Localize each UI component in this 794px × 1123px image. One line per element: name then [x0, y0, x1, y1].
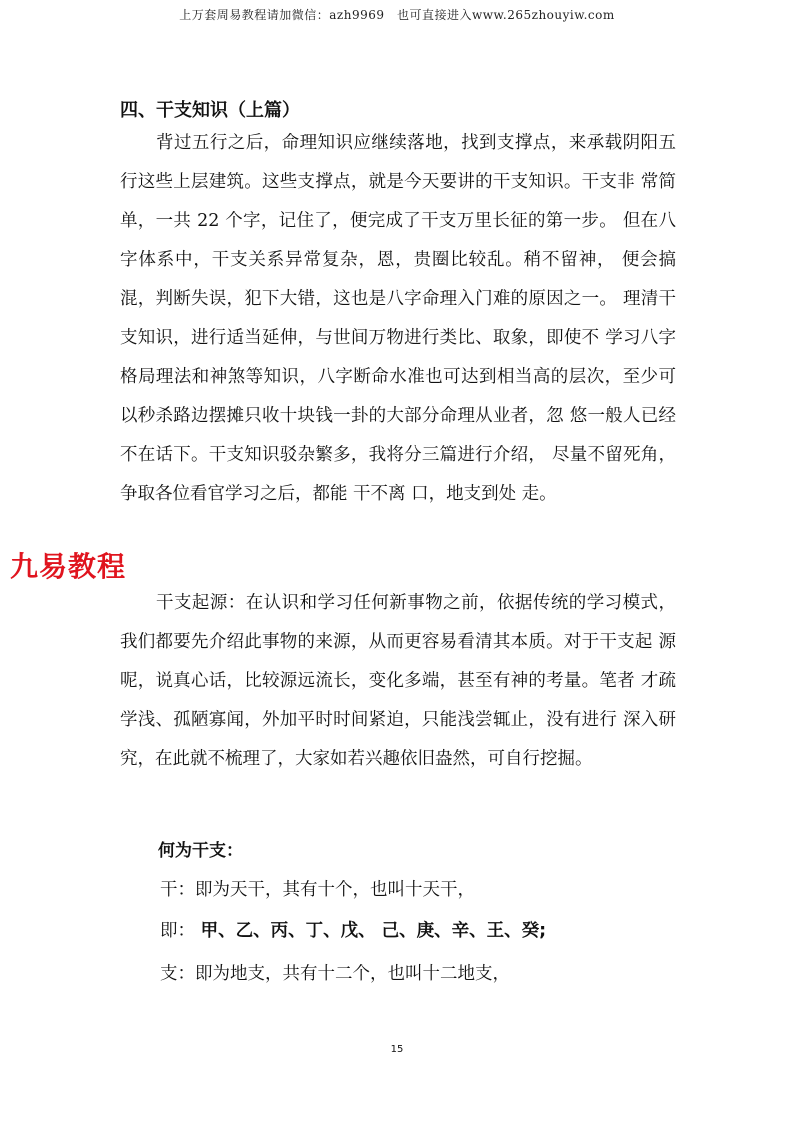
- subheading-what-is-ganzhi: 何为干支：: [158, 841, 243, 861]
- paragraph-origin: 干支起源：在认识和学习任何新事物之前，依据传统的学习模式， 我们都要先介绍此事物的来源，从而更容易看清其本质。对于干支起 源呢，说真心话，比较源远流长，变化多端，甚至有神的考量。笔者 才疏学浅、孤陋寡闻，外加平时时间紧迫，只能浅尝辄止，没有进行 深入研究，在此就不梳理了，大家如若兴趣依旧盎然，可自行挖掘。: [120, 593, 676, 769]
- page-header: 上万套周易教程请加微信：azh9969 也可直接进入www.265zhouyiw.com: [179, 8, 615, 22]
- watermark-logo: 九易教程: [8, 545, 128, 585]
- paragraph-intro: 背过五行之后，命理知识应继续落地，找到支撑点，来承载阴阳五行这些上层建筑。这些支撑点，就是今天要讲的干支知识。干支非 常简单，一共 22 个字，记住了，便完成了干支万里长征的第一步。 但在八字体系中，干支关系异常复杂，恩，贵圈比较乱。稍不留神， 便会搞混，判断失误，犯下大错，这也是八字命理入门难的原因之一。 理清干支知识，进行适当延伸，与世间万物进行类比、取象，即使不 学习八字格局理法和神煞等知识，八字断命水准也可达到相当高的层次，至少可以秒杀路边摆摊只收十块钱一卦的大部分命理从业者，忽 悠一般人已经不在话下。干支知识驳杂繁多，我将分三篇进行介绍， 尽量不留死角，争取各位看官学习之后，都能 干不离 口，地支到处 走。: [120, 133, 676, 504]
- section-title: 四、干支知识（上篇）: [120, 100, 300, 121]
- tiangan-items: 甲、乙、丙、丁、戊、 己、庚、辛、王、癸;: [200, 921, 547, 941]
- line-tiangan-list: [160, 917, 546, 945]
- page-number: 15: [390, 1044, 404, 1055]
- line-dizhi: 支：即为地支，共有十二个，也叫十二地支，: [160, 964, 510, 984]
- line-tiangan: 干：即为天干，其有十个，也叫十天干，: [160, 880, 475, 900]
- line-ji-prefix: 即：: [160, 921, 195, 941]
